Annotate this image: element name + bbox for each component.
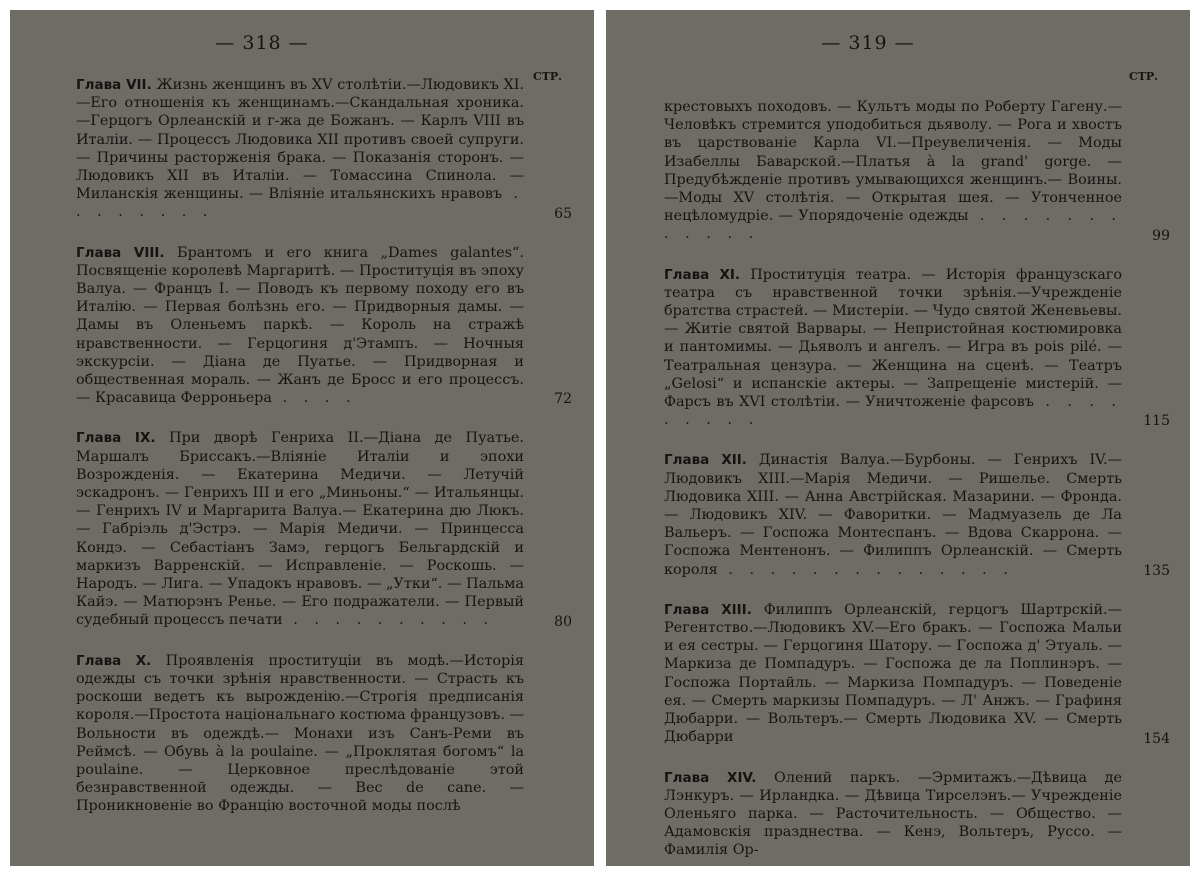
right-page (606, 10, 1190, 866)
chapter-label: Глава XIV. (664, 769, 757, 786)
chapter-label: Глава IX. (76, 430, 156, 447)
entry-text: При дворѣ Генриха II.—Діана де Пуатье. Маршалъ Бриссакъ.—Вліяніе Италіи и эпохи Возрожденія. — Екатерина Медичи. — Летучій эскадронъ. — Генрихъ III и его „Миньоны.“ — Итальянцы. — Генрихъ IV и Маргарита Валуа.— Екатерина дю Люкъ. — Габріэль д'Эстрэ. — Марія Медичи. — Принцесса Кондэ. — Себастіанъ Замэ, герцогъ Бельгардскій и маркизъ Варренскій. — Исправленіе. — Роскошь. — Народъ. — Лига. — Упадокъ нравовъ. — „Утки“. — Пальма Кайэ. — Матюрэнъ Ренье. — Его подражатели. — Первый судебный процессъ печати (76, 430, 524, 629)
toc-entry (664, 769, 1122, 860)
chapter-label: Глава X. (76, 652, 152, 669)
entry-text: крестовыхъ походовъ. — Культъ моды по Роберту Гагену.—Человѣкъ стремится уподобиться дьяволу. — Рога и хвостъ въ царствованіе Карла VI.—Преувеличенія. — Моды Изабеллы Баварской.—Платья à la grand' gorge. — Предубѣжденіе противъ умывающихся женщинъ.— Воины.—Моды XV столѣтія. — Открытая шея. — Утонченное нецѣломудріе. — Упорядоченіе одежды (664, 99, 1122, 225)
page-ref: 65 (554, 205, 572, 222)
entry-text: Династія Валуа.—Бурбоны. — Генрихъ IV.—Людовикъ XIII.—Марія Медичи. — Ришелье. Смерть Людовика XIII. — Анна Австрійская. Мазарини. — Фронда. — Людовикъ XIV. — Фаворитки. — Мадмуазель де Ла Вальеръ. — Госпожа Монтеспанъ. — Вдова Скаррона. — Госпожа Ментенонъ. — Филиппъ Орлеанскій. — Смерть короля (664, 452, 1122, 578)
toc-entry (76, 652, 524, 816)
page-ref: 99 (1152, 227, 1170, 244)
entry-text: Жизнь женщинъ въ XV столѣтіи.—Людовикъ XI.—Его отношенія къ женщинамъ.—Скандальная хроника.—Герцогъ Орлеанскій и г-жа де Божанъ. — Карлъ VIII въ Италіи. — Процессъ Людовика XII противъ своей супруги. — Причины расторженія брака. — Показанія сторонъ. — Людовикъ XII въ Италіи. — Томассина Спинола. — Миланскія женщины. — Вліяніе итальянскихъ нравовъ (76, 77, 525, 203)
toc-entry: Глава XI. Проституція театра. — Исторія французскаго театра съ нравственной точки зрѣнія.—Учрежденіе братства страстей. — Мистеріи. — Чудо святой Женевьевы. — Житіе святой Варвары. — Непристойная костюмировка и пантомимы. — Дьяволъ и ангелъ. — Игра въ pois pilé. — Театральная цензура. — Женщина на сценѣ. — Театръ „Gelosi“ и испанскіе актеры. — Запрещеніе мистерій. — Фарсъ въ XVI столѣтіи. — Уничтоженіе фарсовъ . . . . . . . . . 115 (664, 266, 1170, 430)
chapter-label: Глава VII. (76, 77, 152, 93)
page-column-label: СТР. (1128, 70, 1158, 83)
toc-entry: Глава XII. Династія Валуа.—Бурбоны. — Генрихъ IV.—Людовикъ XIII.—Марія Медичи. — Ришелье. Смерть Людовика XIII. — Анна Австрійская. Мазарини. — Фронда. — Людовикъ XIV. — Фаворитки. — Мадмуазель де Ла Вальеръ. — Госпожа Монтеспанъ. — Вдова Скаррона. — Госпожа Ментенонъ. — Филиппъ Орлеанскій. — Смерть короля . . . . . . . . . . . . . . 135 (664, 452, 1170, 579)
chapter-label: Глава XIII. (664, 601, 752, 618)
entry-text: Брантомъ и его книга „Dames galantes“. Посвященіе королевѣ Маргаритѣ. — Проституція въ эпоху Валуа. — Францъ I. — Поводъ къ первому походу его въ Италію. — Первая болѣзнь его. — Придворныя дамы. — Дамы въ Оленьемъ паркѣ. — Король на стражѣ нравственности. — Герцогиня д'Этампъ. — Ночныя экскурсіи. — Діана де Пуатье. — Придворная и общественная мораль. — Жанъ де Бросс и его процессъ. — Красавица Ферроньера (76, 244, 524, 407)
page-ref: 115 (1143, 413, 1170, 430)
entry-text: Проявленія проституціи въ модѣ.—Исторія одежды съ точки зрѣнія нравственности. — Страсть къ роскоши ведетъ къ вырожденію.—Строгія предписанія короля.—Простота національнаго костюма французовъ. — Вольности въ одеждѣ.— Монахи изъ Санъ-Реми въ Реймсѣ. — Обувь à la poulaine. — „Проклятая богомъ“ la poulaine. — Церковное преслѣдованіе этой безнравственной одежды. — Bec de cane. — Проникновеніе во Францію восточной моды послѣ (76, 652, 524, 815)
entry-text: Проституція театра. — Исторія французскаго театра съ нравственной точки зрѣнія.—Учрежденіе братства страстей. — Мистеріи. — Чудо святой Женевьевы. — Житіе святой Варвары. — Непристойная костюмировка и пантомимы. — Дьяволъ и ангелъ. — Игра въ pois pilé. — Театральная цензура. — Женщина на сценѣ. — Театръ „Gelosi“ и испанскіе актеры. — Запрещеніе мистерій. — Фарсъ въ XVI столѣтіи. — Уничтоженіе фарсовъ (664, 266, 1123, 411)
toc-entries (10, 76, 594, 838)
page-ref: 135 (1143, 562, 1170, 579)
page-ref: 80 (554, 613, 572, 630)
chapter-label: Глава VIII. (76, 244, 165, 261)
toc-entry: крестовыхъ походовъ. — Культъ моды по Роберту Гагену.—Человѣкъ стремится уподобиться дьяволу. — Рога и хвостъ въ царствованіе Карла VI.—Преувеличенія. — Моды Изабеллы Баварской.—Платья à la grand' gorge. — Предубѣжденіе противъ умывающихся женщинъ.— Воины.—Моды XV столѣтія. — Открытая шея. — Утонченное нецѣломудріе. — Упорядоченіе одежды . . . . . . . . . . . . 99 (664, 99, 1170, 244)
entry-text: Филиппъ Орлеанскій, герцогъ Шартрскій.—Регентство.—Людовикъ XV.—Его бракъ. — Госпожа Мальи и ея сестры. — Герцогиня Шатору. — Госпожа д' Этуаль. — Маркиза де Помпадуръ. — Госпожа де ла Поплинэръ. — Госпожа Портайль. — Маркиза Помпадуръ. — Поведеніе ея. — Смерть маркизы Помпадуръ. — Л' Анжъ. — Графиня Дюбарри. — Вольтеръ.— Смерть Людовика XV. — Смерть Дюбарри (664, 601, 1123, 746)
page-ref: 154 (1143, 730, 1170, 747)
page-column-label: СТР. (532, 70, 562, 83)
toc-entries (606, 98, 1190, 866)
chapter-label: Глава XII. (664, 452, 747, 469)
page-ref: 72 (554, 391, 572, 408)
toc-entry: Глава VIII. Брантомъ и его книга „Dames galantes“. Посвященіе королевѣ Маргаритѣ. — Проституція въ эпоху Валуа. — Францъ I. — Поводъ къ первому походу его въ Италію. — Первая болѣзнь его. — Придворныя дамы. — Дамы въ Оленьемъ паркѣ. — Король на стражѣ нравственности. — Герцогиня д'Этампъ. — Ночныя экскурсіи. — Діана де Пуатье. — Придворная и общественная мораль. — Жанъ де Бросс и его процессъ. — Красавица Ферроньера . . . . 72 (76, 244, 572, 408)
toc-entry: Глава IX. При дворѣ Генриха II.—Діана де Пуатье. Маршалъ Бриссакъ.—Вліяніе Италіи и эпохи Возрожденія. — Екатерина Медичи. — Летучій эскадронъ. — Генрихъ III и его „Миньоны.“ — Итальянцы. — Генрихъ IV и Маргарита Валуа.— Екатерина дю Люкъ. — Габріэль д'Эстрэ. — Марія Медичи. — Принцесса Кондэ. — Себастіанъ Замэ, герцогъ Бельгардскій и маркизъ Варренскій. — Исправленіе. — Роскошь. — Народъ. — Лига. — Упадокъ нравовъ. — „Утки“. — Пальма Кайэ. — Матюрэнъ Ренье. — Его подражатели. — Первый судебный процессъ печати . . . . . . . . . . 80 (76, 430, 572, 630)
page-number: — 318 — (215, 32, 309, 54)
toc-entry: Глава VII. Жизнь женщинъ въ XV столѣтіи.—Людовикъ XI.—Его отношенія къ женщинамъ.—Скандальная хроника.—Герцогъ Орлеанскій и г-жа де Божанъ. — Карлъ VIII въ Италіи. — Процессъ Людовика XII противъ своей супруги. — Причины расторженія брака. — Показанія сторонъ. — Людовикъ XII въ Италіи. — Томассина Спинола. — Миланскія женщины. — Вліяніе итальянскихъ нравовъ . . . . . . . . 65 (76, 77, 572, 222)
page-number: — 319 — (821, 32, 915, 54)
chapter-label: Глава XI. (664, 266, 741, 283)
left-page (10, 10, 594, 866)
toc-entry (664, 601, 1170, 747)
entry-text: Олений паркъ. —Эрмитажъ.—Дѣвица де Лэнкуръ. — Ирландка. — Дѣвица Тирселэнъ.— Учрежденіе Оленьяго парка. — Расточительность. — Общество. — Адамовскія празднества. — Кенэ, Вольтеръ, Руссо. — Фамилія Ор- (664, 769, 1122, 859)
